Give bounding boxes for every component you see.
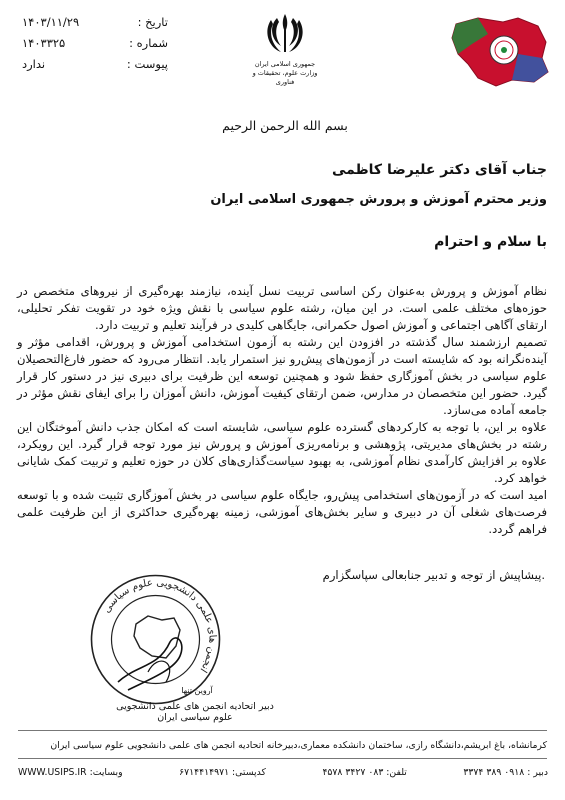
basmala: بسم الله الرحمن الرحیم xyxy=(222,118,348,133)
footer-website[interactable]: وبسایت: WWW.USIPS.IR xyxy=(18,767,123,778)
iran-map-logo xyxy=(448,14,553,94)
letter-body xyxy=(17,283,547,538)
footer-phone: تلفن: ۰۸۳ ۳۴۲۷ ۴۵۷۸ xyxy=(322,767,407,778)
emblem-line1: جمهوری اسلامی ایران xyxy=(254,60,316,68)
number-label: شماره : xyxy=(129,36,168,50)
footer-divider-bottom xyxy=(18,758,547,759)
emblem-line2: وزارت علوم، تحقیقات و فناوری xyxy=(252,69,318,86)
date-row xyxy=(18,12,168,33)
svg-text:انجمن های علمی دانشجویی علوم س xyxy=(101,577,217,674)
attachment-value: ندارد xyxy=(22,57,46,71)
greeting: با سلام و احترام xyxy=(434,234,547,250)
recipient-title: وزیر محترم آموزش و پرورش جمهوری اسلامی ایران xyxy=(210,192,547,207)
seal-ring-text: انجمن های علمی دانشجویی علوم سیاسی xyxy=(101,577,218,675)
footer-divider-top xyxy=(18,730,547,731)
iran-map-icon xyxy=(448,14,553,88)
body-paragraph-4: امید است که در آزمون‌های استخدامی پیش‌رو، جایگاه علوم سیاسی در بخش آموزگاری تثبیت شده و با توسعه فرصت‌های شغلی آن در دبیری و سایر بخش‌های آموزشی، زمینه بهره‌گیری حداکثری از این ظرفیت علمی فراهم گردد. xyxy=(17,488,547,536)
closing-line: .پیشاپیش از توجه و تدبیر جنابعالی سپاسگزارم xyxy=(322,568,545,582)
signer-title: دبیر اتحادیه انجمن های علمی دانشجویی علوم سیاسی ایران xyxy=(116,701,274,723)
number-row xyxy=(18,33,168,54)
national-emblem xyxy=(245,12,325,98)
footer-postcode: کدپستی: ۶۷۱۴۴۱۴۹۷۱ xyxy=(179,767,266,778)
signer-name: آروین تنها xyxy=(181,686,213,695)
body-paragraph-1: نظام آموزش و پرورش به‌عنوان رکن اساسی تربیت نسل آینده، نیازمند بهره‌گیری از نیروهای متخصص در حوزه‌های مختلف علمی است. در این میان، رشته علوم سیاسی با نقش ویژه خود در تقویت تفکر تحلیلی، ارتقای آگاهی اجتماعی و آموزش اصول حکمرانی، جایگاهی کلیدی در فرآیند تعلیم و تربیت دارد. xyxy=(17,284,547,332)
date-value: ۱۴۰۳/۱۱/۲۹ xyxy=(22,15,80,29)
recipient-name: جناب آقای دکتر علیرضا کاظمی xyxy=(331,162,547,178)
body-paragraph-3: علاوه بر این، با توجه به کارکردهای گسترده علوم سیاسی، شایسته است که امکان جذب دانش آموختگان این رشته در بخش‌های مدیریتی، پژوهشی و برنامه‌ریزی آموزش و پرورش نیز مورد توجه قرار گیرد. این رویکرد، علاوه بر افزایش کارآمدی نظام آموزشی، به بهبود سیاست‌گذاری‌های کلان در حوزه تعلیم و تربیت کمک شایانی خواهد کرد. xyxy=(17,420,547,485)
footer-address: کرمانشاه، باغ ابریشم،دانشگاه رازی، ساختمان دانشکده معماری،دبیرخانه اتحادیه انجمن های علمی دانشجویی علوم سیاسی ایران xyxy=(50,740,547,751)
body-paragraph-2: تصمیم ارزشمند سال گذشته در افزودن این رشته به آزمون استخدامی آموزش و پرورش، اقدامی مؤثر و آینده‌نگرانه بود که شایسته است در آزمون‌های پیش‌رو نیز استمرار یابد. انتظار می‌رود که حضور فارغ‌التحصیلان علوم سیاسی در بخش آموزگاری حفظ شود و همچنین توسعه این ظرفیت برای دبیری نیز در دستور کار قرار گیرد. حضور این متخصصان در مدارس، ضمن ارتقای کیفیت آموزش، دانش آموزان را برای ایفای نقش مؤثر در جامعه آماده می‌سازد. xyxy=(17,335,547,417)
date-label: تاریخ : xyxy=(137,15,168,29)
letter-meta xyxy=(18,12,168,75)
attachment-label: پیوست : xyxy=(126,57,168,71)
attachment-row xyxy=(18,54,168,75)
footer-contacts xyxy=(18,767,548,778)
footer-secretary: دبیر : ۰۹۱۸ ۳۸۹ ۳۳۷۴ xyxy=(463,767,548,778)
emblem-icon xyxy=(265,12,305,56)
number-value: ۱۴۰۳۳۲۵ xyxy=(22,36,66,50)
